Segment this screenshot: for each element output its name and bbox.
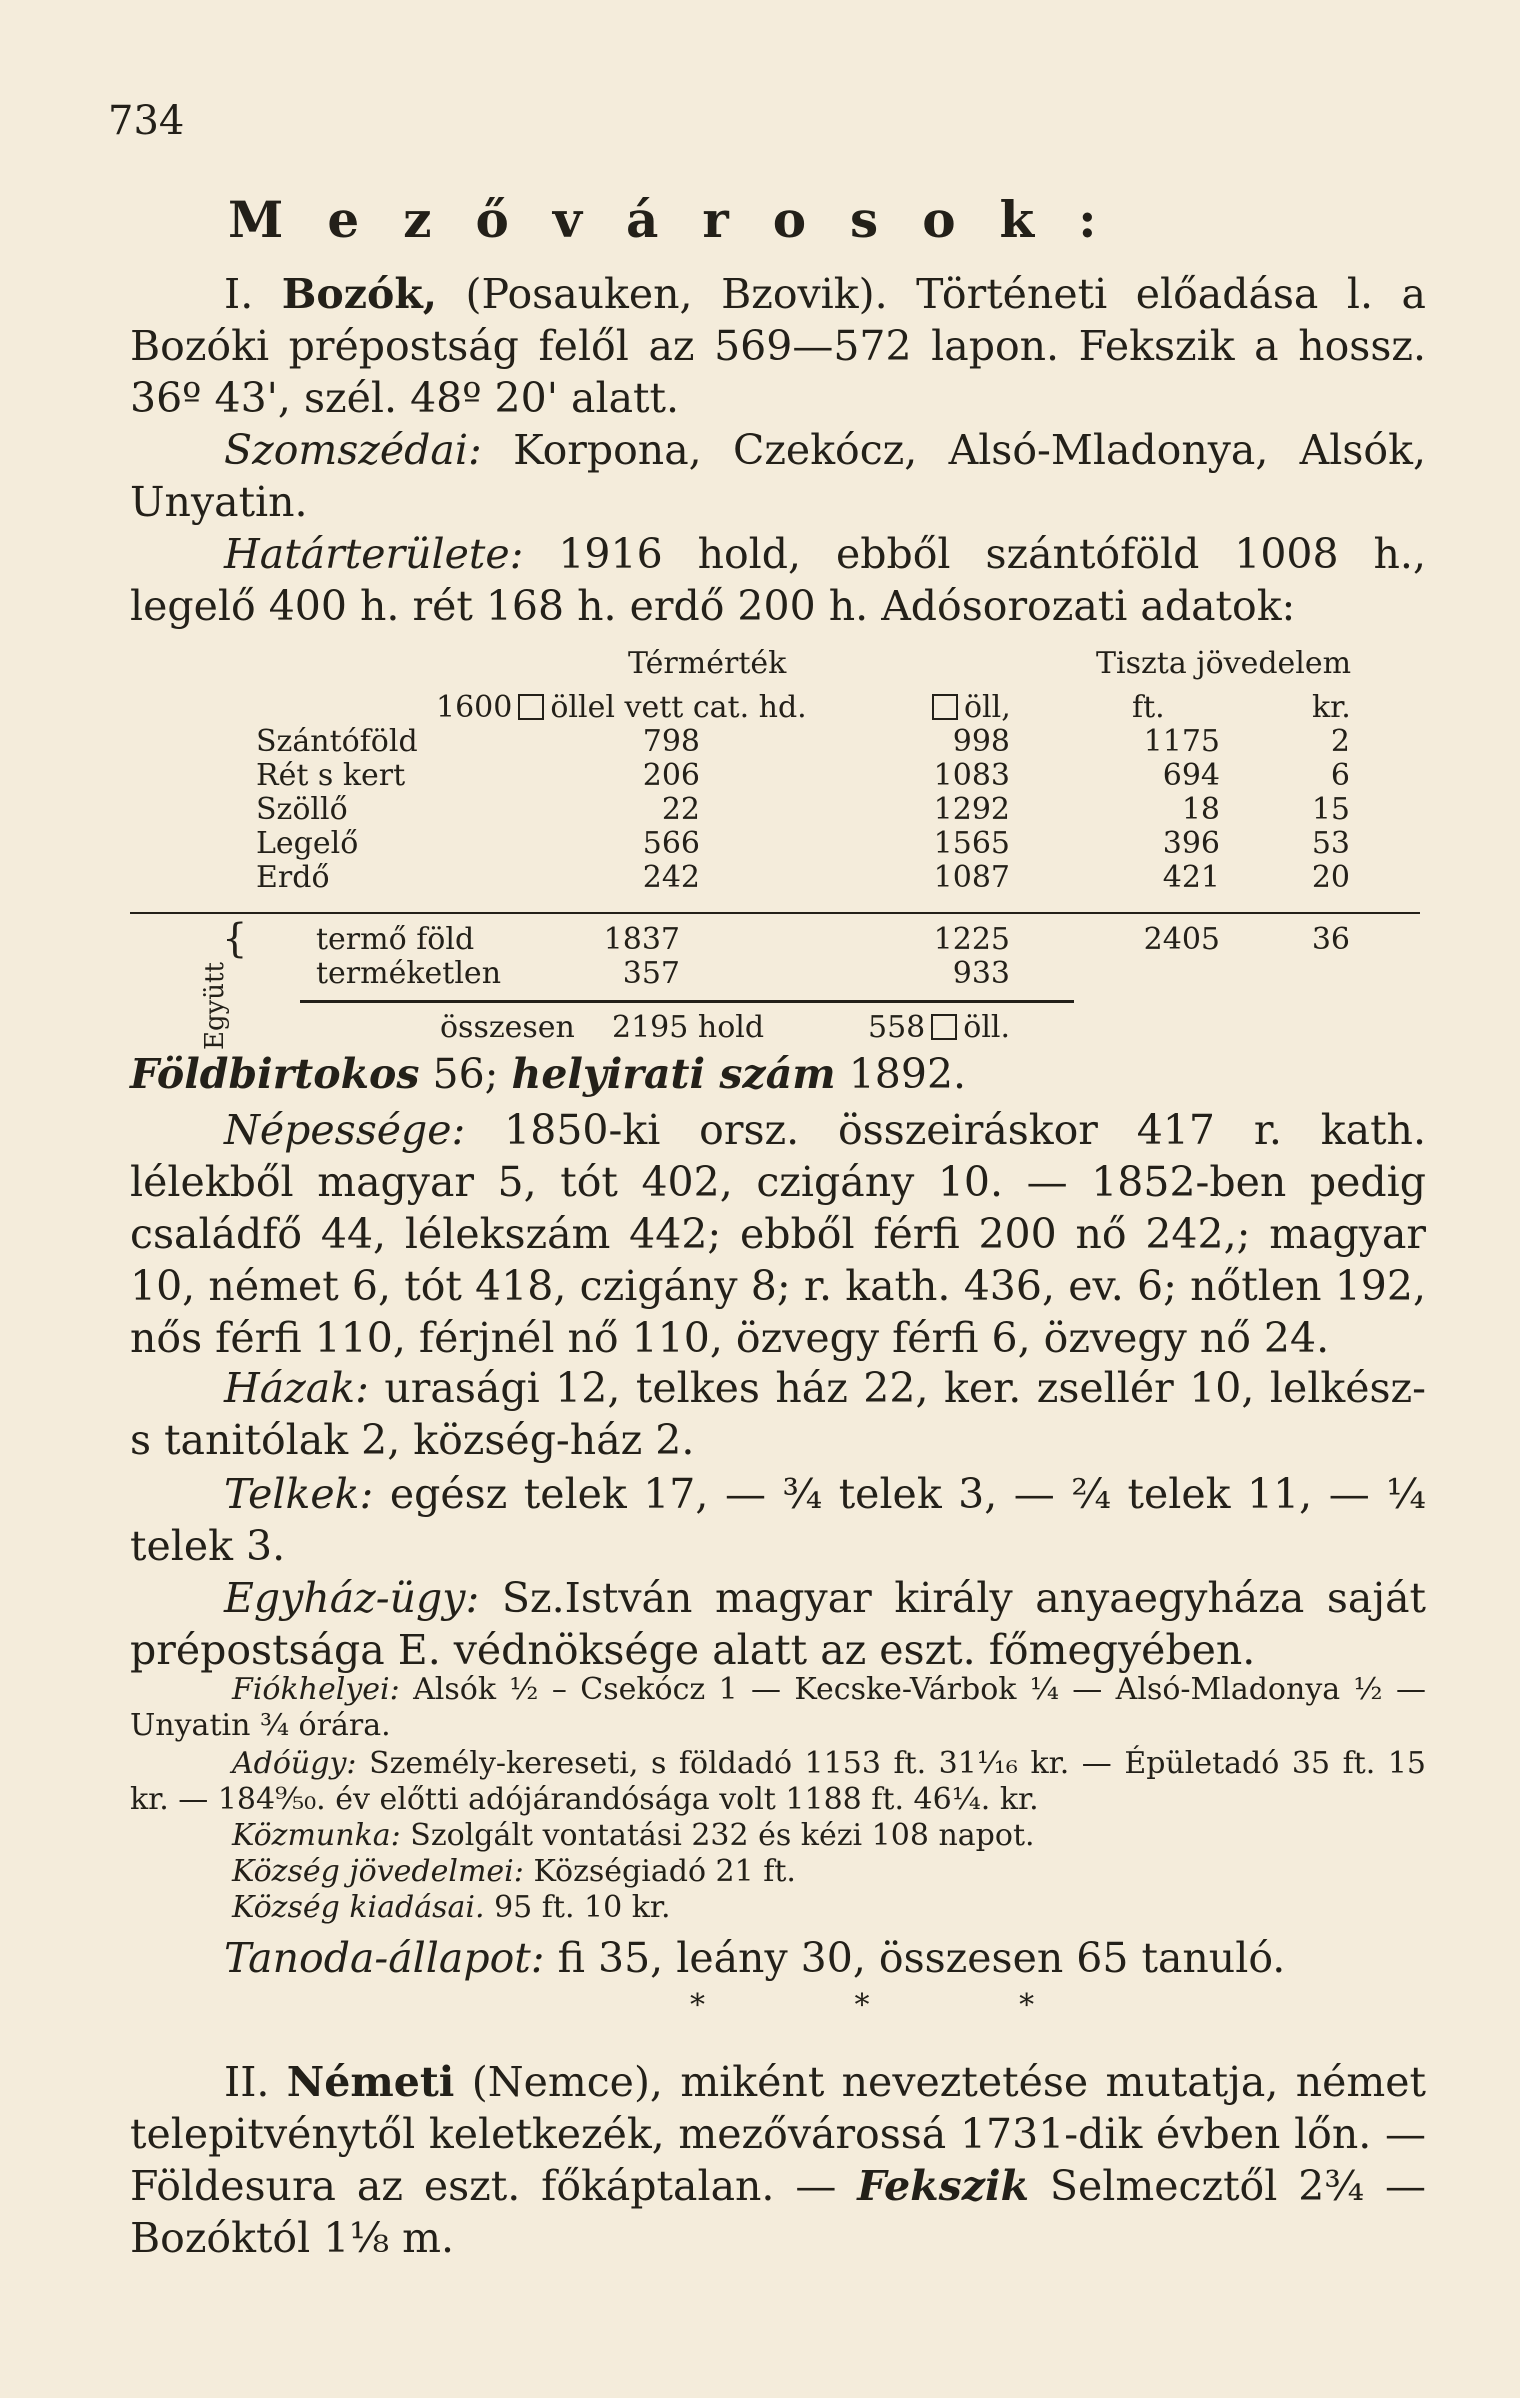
table-cell-kr: 6 xyxy=(1330,758,1350,793)
tax-paragraph xyxy=(130,1746,1426,1818)
sum-cell-ft: 2405 xyxy=(1143,922,1220,957)
church-text: Sz.István magyar király anyaegyháza saját prépostsága E. védnöksége alatt az eszt. főmegyében. xyxy=(130,1574,1426,1674)
sum-cell-label: terméketlen xyxy=(316,956,502,991)
expense-paragraph xyxy=(130,1890,1426,1926)
table-cell-hd: 242 xyxy=(642,860,700,895)
area-text: 1916 hold, ebből szántóföld 1008 h., legelő 400 h. rét 168 h. erdő 200 h. Adósorozati adatok: xyxy=(130,530,1426,630)
table-cell-oll: 1292 xyxy=(933,792,1010,827)
expense-text: 95 ft. 10 kr. xyxy=(494,1890,671,1925)
expense-label: Község kiadásai. xyxy=(232,1890,485,1925)
table-cell-oll: 998 xyxy=(952,724,1010,759)
income-label: Község jövedelmei: xyxy=(232,1854,524,1889)
separator-stars: * * * xyxy=(690,1988,1105,2023)
filial-label: Fiókhelyei: xyxy=(232,1672,400,1707)
table-cell-kr: 20 xyxy=(1311,860,1350,895)
plot-label: helyirati szám xyxy=(511,1050,836,1098)
neighbours-text: Korpona, Czekócz, Alsó-Mladonya, Alsók, Unyatin. xyxy=(130,426,1426,526)
table-cell-kr: 2 xyxy=(1330,724,1350,759)
table-cell-label: Legelő xyxy=(256,826,359,861)
income-text: Községiadó 21 ft. xyxy=(533,1854,796,1889)
total-divider xyxy=(300,1000,1074,1003)
sum-cell-kr: 36 xyxy=(1311,922,1350,957)
public-work-paragraph xyxy=(130,1818,1426,1854)
entry-number: I. xyxy=(224,270,254,318)
subheader-oll: öll, xyxy=(926,690,1011,725)
entry2-number: II. xyxy=(224,2058,270,2106)
table-cell-ft: 694 xyxy=(1162,758,1220,793)
entry-bozok-intro xyxy=(130,268,1426,424)
total-hold: 2195 hold xyxy=(612,1010,765,1045)
section-heading: Mezővárosok: xyxy=(228,190,1141,249)
plots-text: egész telek 17, — ¾ telek 3, — ²⁄₄ telek 11, — ¼ telek 3. xyxy=(130,1470,1426,1570)
houses-label: Házak: xyxy=(224,1364,369,1412)
table-cell-oll: 1083 xyxy=(933,758,1010,793)
houses-text: urasági 12, telkes ház 22, ker. zsellér 10, lelkész- s tanitólak 2, község-ház 2. xyxy=(130,1364,1426,1464)
entry2-lies-label: Fekszik xyxy=(857,2162,1029,2210)
table-cell-ft: 421 xyxy=(1162,860,1220,895)
total-label: összesen xyxy=(440,1010,575,1045)
entry-text: (Posauken, Bzovik). Történeti előadása l. a Bozóki prépostság felől az 569—572 lapon. Fekszik a hossz. 36º 43', szél. 48º 20' alatt. xyxy=(130,270,1426,422)
table-divider xyxy=(130,912,1420,914)
school-label: Tanoda-állapot: xyxy=(224,1934,545,1982)
entry2-text: (Nemce), miként neveztetése mutatja, német telepitvénytől keletkezék, mezővárossá 1731-dik évben lőn. — Földesura az eszt. főkáptalan. — xyxy=(130,2058,1426,2210)
table-cell-ft: 396 xyxy=(1162,826,1220,861)
school-text: fi 35, leány 30, összesen 65 tanuló. xyxy=(557,1934,1286,1982)
square-symbol xyxy=(931,1014,957,1040)
neighbours-paragraph xyxy=(130,424,1426,528)
houses-paragraph xyxy=(130,1362,1426,1466)
tax-text: Személy-kereseti, s földadó 1153 ft. 31¹⁄₁₆ kr. — Épületadó 35 ft. 15 kr. — 184⁹⁄₅₀. év előtti adójárandósága volt 1188 ft. 46¼. kr. xyxy=(130,1746,1426,1817)
plots-paragraph xyxy=(130,1468,1426,1572)
table-cell-ft: 1175 xyxy=(1143,724,1220,759)
header-tiszta-jovedelem: Tiszta jövedelem xyxy=(1096,646,1352,681)
subheader-ft: ft. xyxy=(1132,690,1165,725)
landowner-label: Földbirtokos xyxy=(130,1050,420,1098)
population-text: 1850-ki orsz. összeiráskor 417 r. kath. lélekből magyar 5, tót 402, czigány 10. — 1852-ben pedig családfő 44, lélekszám 442; ebből férfi 200 nő 242,; magyar 10, német 6, tót 418, czigány 8; r. kath. 436, ev. 6; nőtlen 192, nős férfi 110, férjnél nő 110, özvegy férfi 6, özvegy nő 24. xyxy=(130,1106,1426,1362)
subheader-kr: kr. xyxy=(1312,690,1351,725)
table-cell-hd: 22 xyxy=(661,792,700,827)
tax-label: Adóügy: xyxy=(232,1746,357,1781)
table-cell-hd: 206 xyxy=(642,758,700,793)
income-paragraph xyxy=(130,1854,1426,1890)
square-symbol xyxy=(932,694,958,720)
plots-label: Telkek: xyxy=(224,1470,374,1518)
landowner-line xyxy=(130,1048,1426,1100)
plot-value: 1892. xyxy=(848,1050,967,1098)
school-paragraph xyxy=(130,1932,1426,1984)
entry2-lies: Selmecztől 2¾ — Bozóktól 1⅛ m. xyxy=(130,2162,1426,2262)
page-number: 734 xyxy=(108,98,185,144)
table-cell-kr: 15 xyxy=(1311,792,1350,827)
church-paragraph xyxy=(130,1572,1426,1676)
entry-nemeti xyxy=(130,2056,1426,2264)
table-cell-oll: 1565 xyxy=(933,826,1010,861)
church-label: Egyház-ügy: xyxy=(224,1574,480,1622)
square-symbol xyxy=(518,694,544,720)
sum-cell-hd: 1837 xyxy=(603,922,680,957)
table-cell-oll: 1087 xyxy=(933,860,1010,895)
sum-cell-label: termő föld xyxy=(316,922,475,957)
filial-paragraph xyxy=(130,1672,1426,1744)
area-label: Határterülete: xyxy=(224,530,524,578)
total-oll: 558 öll. xyxy=(868,1010,1011,1045)
entry-name: Bozók, xyxy=(281,270,438,318)
table-cell-label: Erdő xyxy=(256,860,330,895)
filial-text: Alsók ½ – Csekócz 1 — Kecske-Várbok ¼ — Alsó-Mladonya ½ — Unyatin ¾ órára. xyxy=(130,1672,1426,1743)
sum-cell-oll: 1225 xyxy=(933,922,1010,957)
population-label: Népessége: xyxy=(224,1106,466,1154)
brace: { xyxy=(222,916,248,962)
table-cell-kr: 53 xyxy=(1311,826,1350,861)
landowner-value: 56; xyxy=(432,1050,499,1098)
public-work-label: Közmunka: xyxy=(232,1818,401,1853)
table-cell-hd: 798 xyxy=(642,724,700,759)
area-paragraph xyxy=(130,528,1426,632)
header-termertek: Térmérték xyxy=(628,646,787,681)
subheader-1600: 1600 öllel vett cat. hd. xyxy=(436,690,807,725)
table-cell-ft: 18 xyxy=(1181,792,1220,827)
table-cell-hd: 566 xyxy=(642,826,700,861)
sum-cell-hd: 357 xyxy=(622,956,680,991)
sum-cell-oll: 933 xyxy=(952,956,1010,991)
public-work-text: Szolgált vontatási 232 és kézi 108 napot. xyxy=(410,1818,1035,1853)
table-cell-label: Szántóföld xyxy=(256,724,418,759)
side-label: Együtt xyxy=(200,962,230,1050)
table-cell-label: Szöllő xyxy=(256,792,348,827)
population-paragraph xyxy=(130,1104,1426,1364)
entry2-name: Németi xyxy=(286,2058,455,2106)
table-cell-label: Rét s kert xyxy=(256,758,406,793)
neighbours-label: Szomszédai: xyxy=(224,426,482,474)
